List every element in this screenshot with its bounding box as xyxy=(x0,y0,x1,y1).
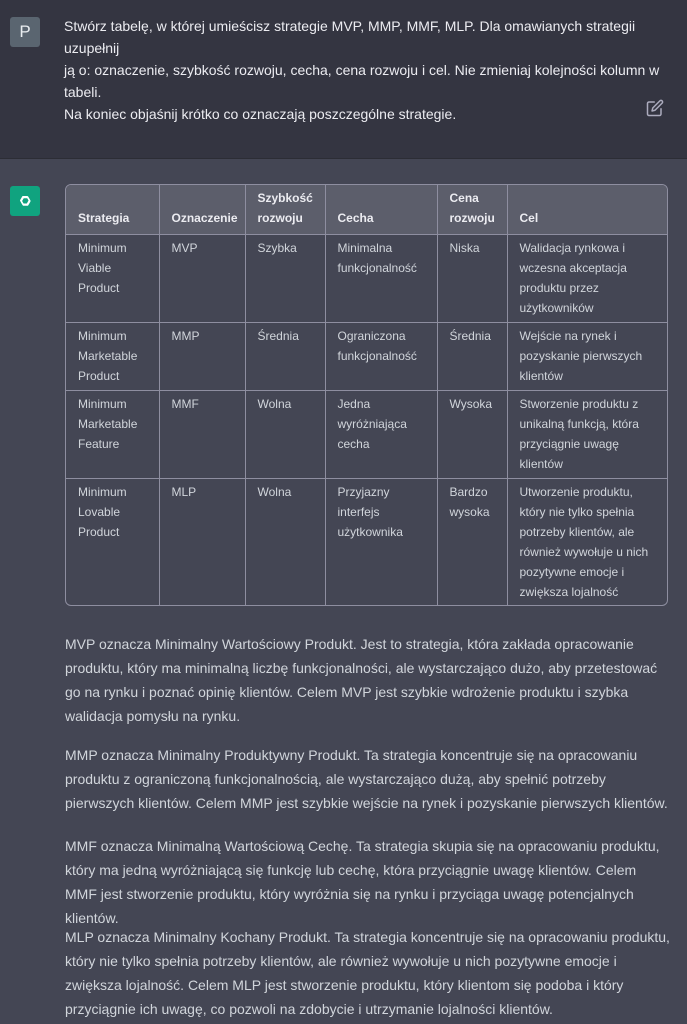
table-cell: Bardzo wysoka xyxy=(437,479,507,607)
table-cell: Jedna wyróżniająca cecha xyxy=(325,391,437,479)
header-oznaczenie: Oznaczenie xyxy=(159,185,245,235)
table-cell: MLP xyxy=(159,479,245,607)
table-cell: Ograniczona funkcjonalność xyxy=(325,323,437,391)
table-cell: Niska xyxy=(437,235,507,323)
table-cell: Utworzenie produktu, który nie tylko spełnia potrzeby klientów, ale również wywołuje u nich pozytywne emocje i zwiększa lojalność xyxy=(519,485,649,599)
table-row xyxy=(66,235,668,323)
table-row xyxy=(66,323,668,391)
openai-logo-icon xyxy=(15,191,35,211)
table-cell: Minimum Marketable Product xyxy=(66,323,159,391)
message-divider xyxy=(0,158,687,159)
user-avatar: P xyxy=(10,17,40,47)
table-cell: Szybka xyxy=(245,235,325,323)
table-cell: Minimum Viable Product xyxy=(66,235,159,323)
header-cena-rozwoju: Cena rozwoju xyxy=(437,185,507,235)
user-message-text: Stwórz tabelę, w której umieścisz strategie MVP, MMP, MMF, MLP. Dla omawianych strategii uzupełnij ją o: oznaczenie, szybkość rozwoju, cecha, cena rozwoju i cel. Nie zmieniaj kolejności kolumn w tabeli. Na koniec objaśnij krótko co oznaczają poszczególne strategie. xyxy=(64,18,660,122)
table-cell: Wolna xyxy=(245,391,325,479)
header-strategia: Strategia xyxy=(66,185,159,235)
table-row xyxy=(66,391,668,479)
explanation-mmp: MMP oznacza Minimalny Produktywny Produkt. Ta strategia koncentruje się na opracowaniu produktu z ograniczoną funkcjonalnością, ale wystarczająco dużą, aby spełnić potrzeby pierwszych klientów. Celem MMP jest szybkie wejście na rynek i pozyskanie pierwszych klientów. xyxy=(65,747,668,811)
table-cell: Przyjazny interfejs użytkownika xyxy=(325,479,437,607)
table-cell: Minimalna funkcjonalność xyxy=(325,235,437,323)
assistant-avatar xyxy=(10,186,40,216)
table-cell: Wolna xyxy=(245,479,325,607)
explanation-mvp: MVP oznacza Minimalny Wartościowy Produkt. Jest to strategia, która zakłada opracowanie produktu, który ma minimalną liczbę funkcjonalności, ale wystarczająco dużo, aby przetestować go na rynku i poznać opinię klientów. Celem MVP jest szybkie wdrożenie produktu i szybka walidacja pomysłu na rynku. xyxy=(65,636,658,724)
header-szybkosc-rozwoju: Szybkość rozwoju xyxy=(245,185,325,235)
table-header-row xyxy=(66,185,668,235)
table-cell: Stworzenie produktu z unikalną funkcją, która przyciągnie uwagę klientów xyxy=(507,391,668,479)
table-cell: Średnia xyxy=(245,323,325,391)
explanation-mmf: MMF oznacza Minimalną Wartościową Cechę. Ta strategia skupia się na opracowaniu produktu, który ma jedną wyróżniającą się funkcję lub cechę, która przyciągnie uwagę klientów. Celem MMF jest stworzenie produktu, który wyróżnia się na rynku i przyciąga uwagę potencjalnych klientów. xyxy=(65,838,660,926)
table-cell: Walidacja rynkowa i wczesna akceptacja produktu przez użytkowników xyxy=(507,235,668,323)
table-cell: MMP xyxy=(159,323,245,391)
user-message-row xyxy=(0,0,687,158)
edit-icon[interactable] xyxy=(646,99,664,117)
table-cell: Średnia xyxy=(437,323,507,391)
header-cel: Cel xyxy=(507,185,668,235)
header-cecha: Cecha xyxy=(325,185,437,235)
table-cell: MMF xyxy=(159,391,245,479)
table-row xyxy=(66,479,668,607)
table-cell: MVP xyxy=(159,235,245,323)
explanation-mlp: MLP oznacza Minimalny Kochany Produkt. Ta strategia koncentruje się na opracowaniu produktu, który nie tylko spełnia potrzeby klientów, ale również wywołuje u nich pozytywne emocje i zwiększa lojalność. Celem MLP jest stworzenie produktu, który klientom się podoba i który przyciągnie ich uwagę, co pozwoli na zdobycie i utrzymanie lojalności klientów. xyxy=(65,929,670,1017)
table-cell: Wysoka xyxy=(437,391,507,479)
table-cell: Wejście na rynek i pozyskanie pierwszych klientów xyxy=(507,323,668,391)
table-cell: Minimum Lovable Product xyxy=(66,479,159,607)
strategy-table xyxy=(65,184,668,606)
table-cell: Minimum Marketable Feature xyxy=(66,391,159,479)
